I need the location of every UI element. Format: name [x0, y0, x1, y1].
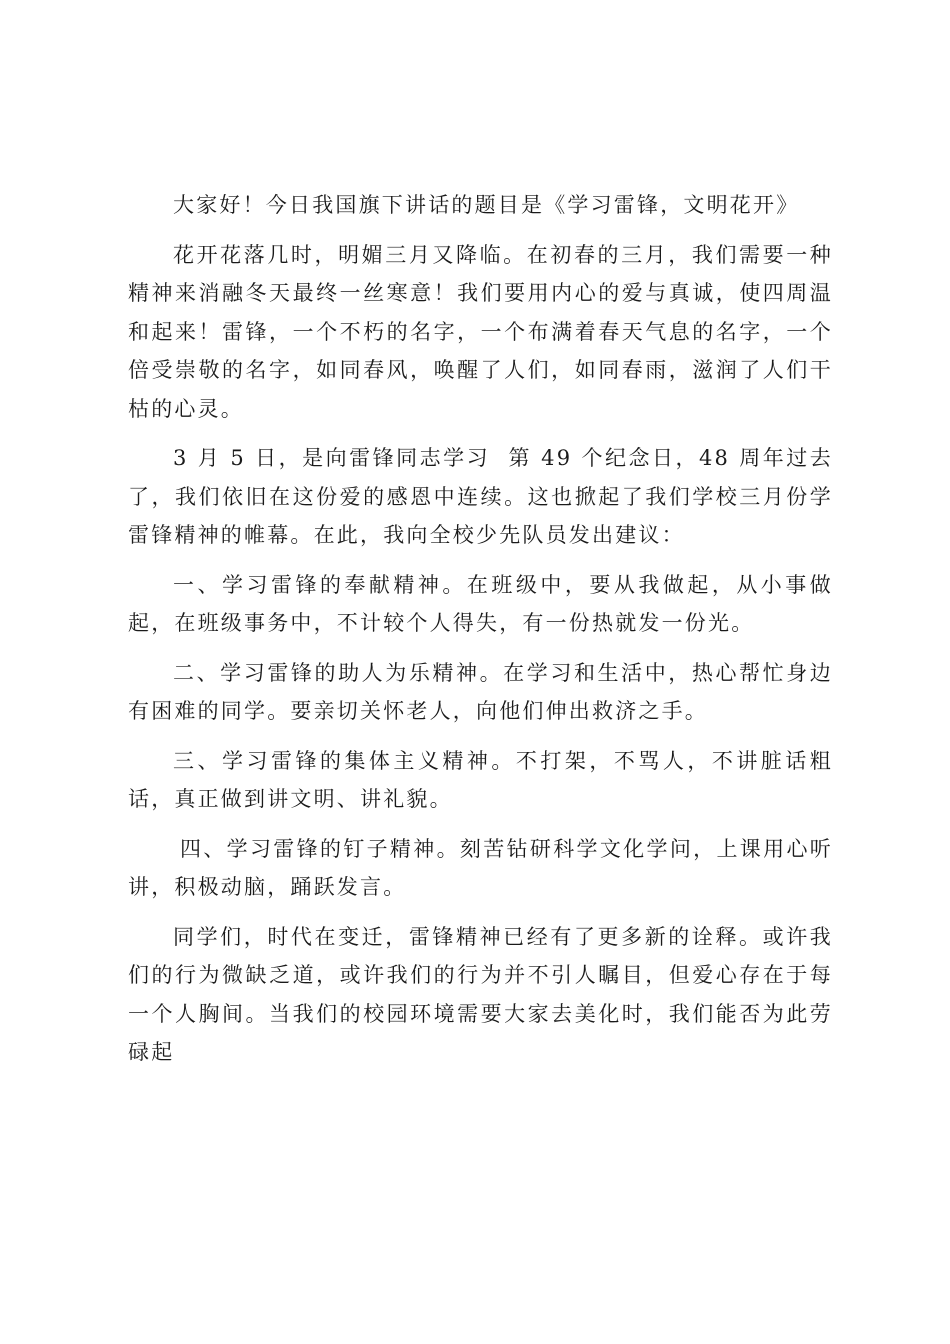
proposal-item-4: 四、学习雷锋的钉子精神。刻苦钻研科学文化学问，上课用心听讲，积极动脑，踊跃发言。: [128, 836, 833, 899]
speech-body: [128, 186, 833, 1083]
proposal-item-1: 一、学习雷锋的奉献精神。在班级中，要从我做起，从小事做起，在班级事务中，不计较个人得失，有一份热就发一份光。: [128, 572, 833, 635]
closing-paragraph: 同学们，时代在变迁，雷锋精神已经有了更多新的诠释。或许我们的行为微缺乏道，或许我们的行为并不引人瞩目，但爱心存在于每一个人胸间。当我们的校园环境需要大家去美化时，我们能否为此劳碌起: [128, 924, 833, 1064]
intro-paragraph: 花开花落几时，明媚三月又降临。在初春的三月，我们需要一种精神来消融冬天最终一丝寒意！我们要用内心的爱与真诚，使四周温和起来！雷锋，一个不朽的名字，一个布满着春天气息的名字，一个倍受崇敬的名字，如同春风，唤醒了人们，如同春雨，滋润了人们干枯的心灵。: [128, 242, 833, 421]
greeting-paragraph: 大家好！今日我国旗下讲话的题目是《学习雷锋，文明花开》: [173, 193, 800, 217]
proposal-item-3: 三、学习雷锋的集体主义精神。不打架，不骂人，不讲脏话粗话，真正做到讲文明、讲礼貌。: [128, 748, 833, 811]
proposal-item-2: 二、学习雷锋的助人为乐精神。在学习和生活中，热心帮忙身边有困难的同学。要亲切关怀老人，向他们伸出救济之手。: [128, 660, 833, 723]
anniversary-paragraph: 3 月 5 日，是向雷锋同志学习 第 49 个纪念日，48 周年过去了，我们依旧在这份爱的感恩中连续。这也掀起了我们学校三月份学雷锋精神的帷幕。在此，我向全校少先队员发出建议：: [128, 446, 833, 547]
